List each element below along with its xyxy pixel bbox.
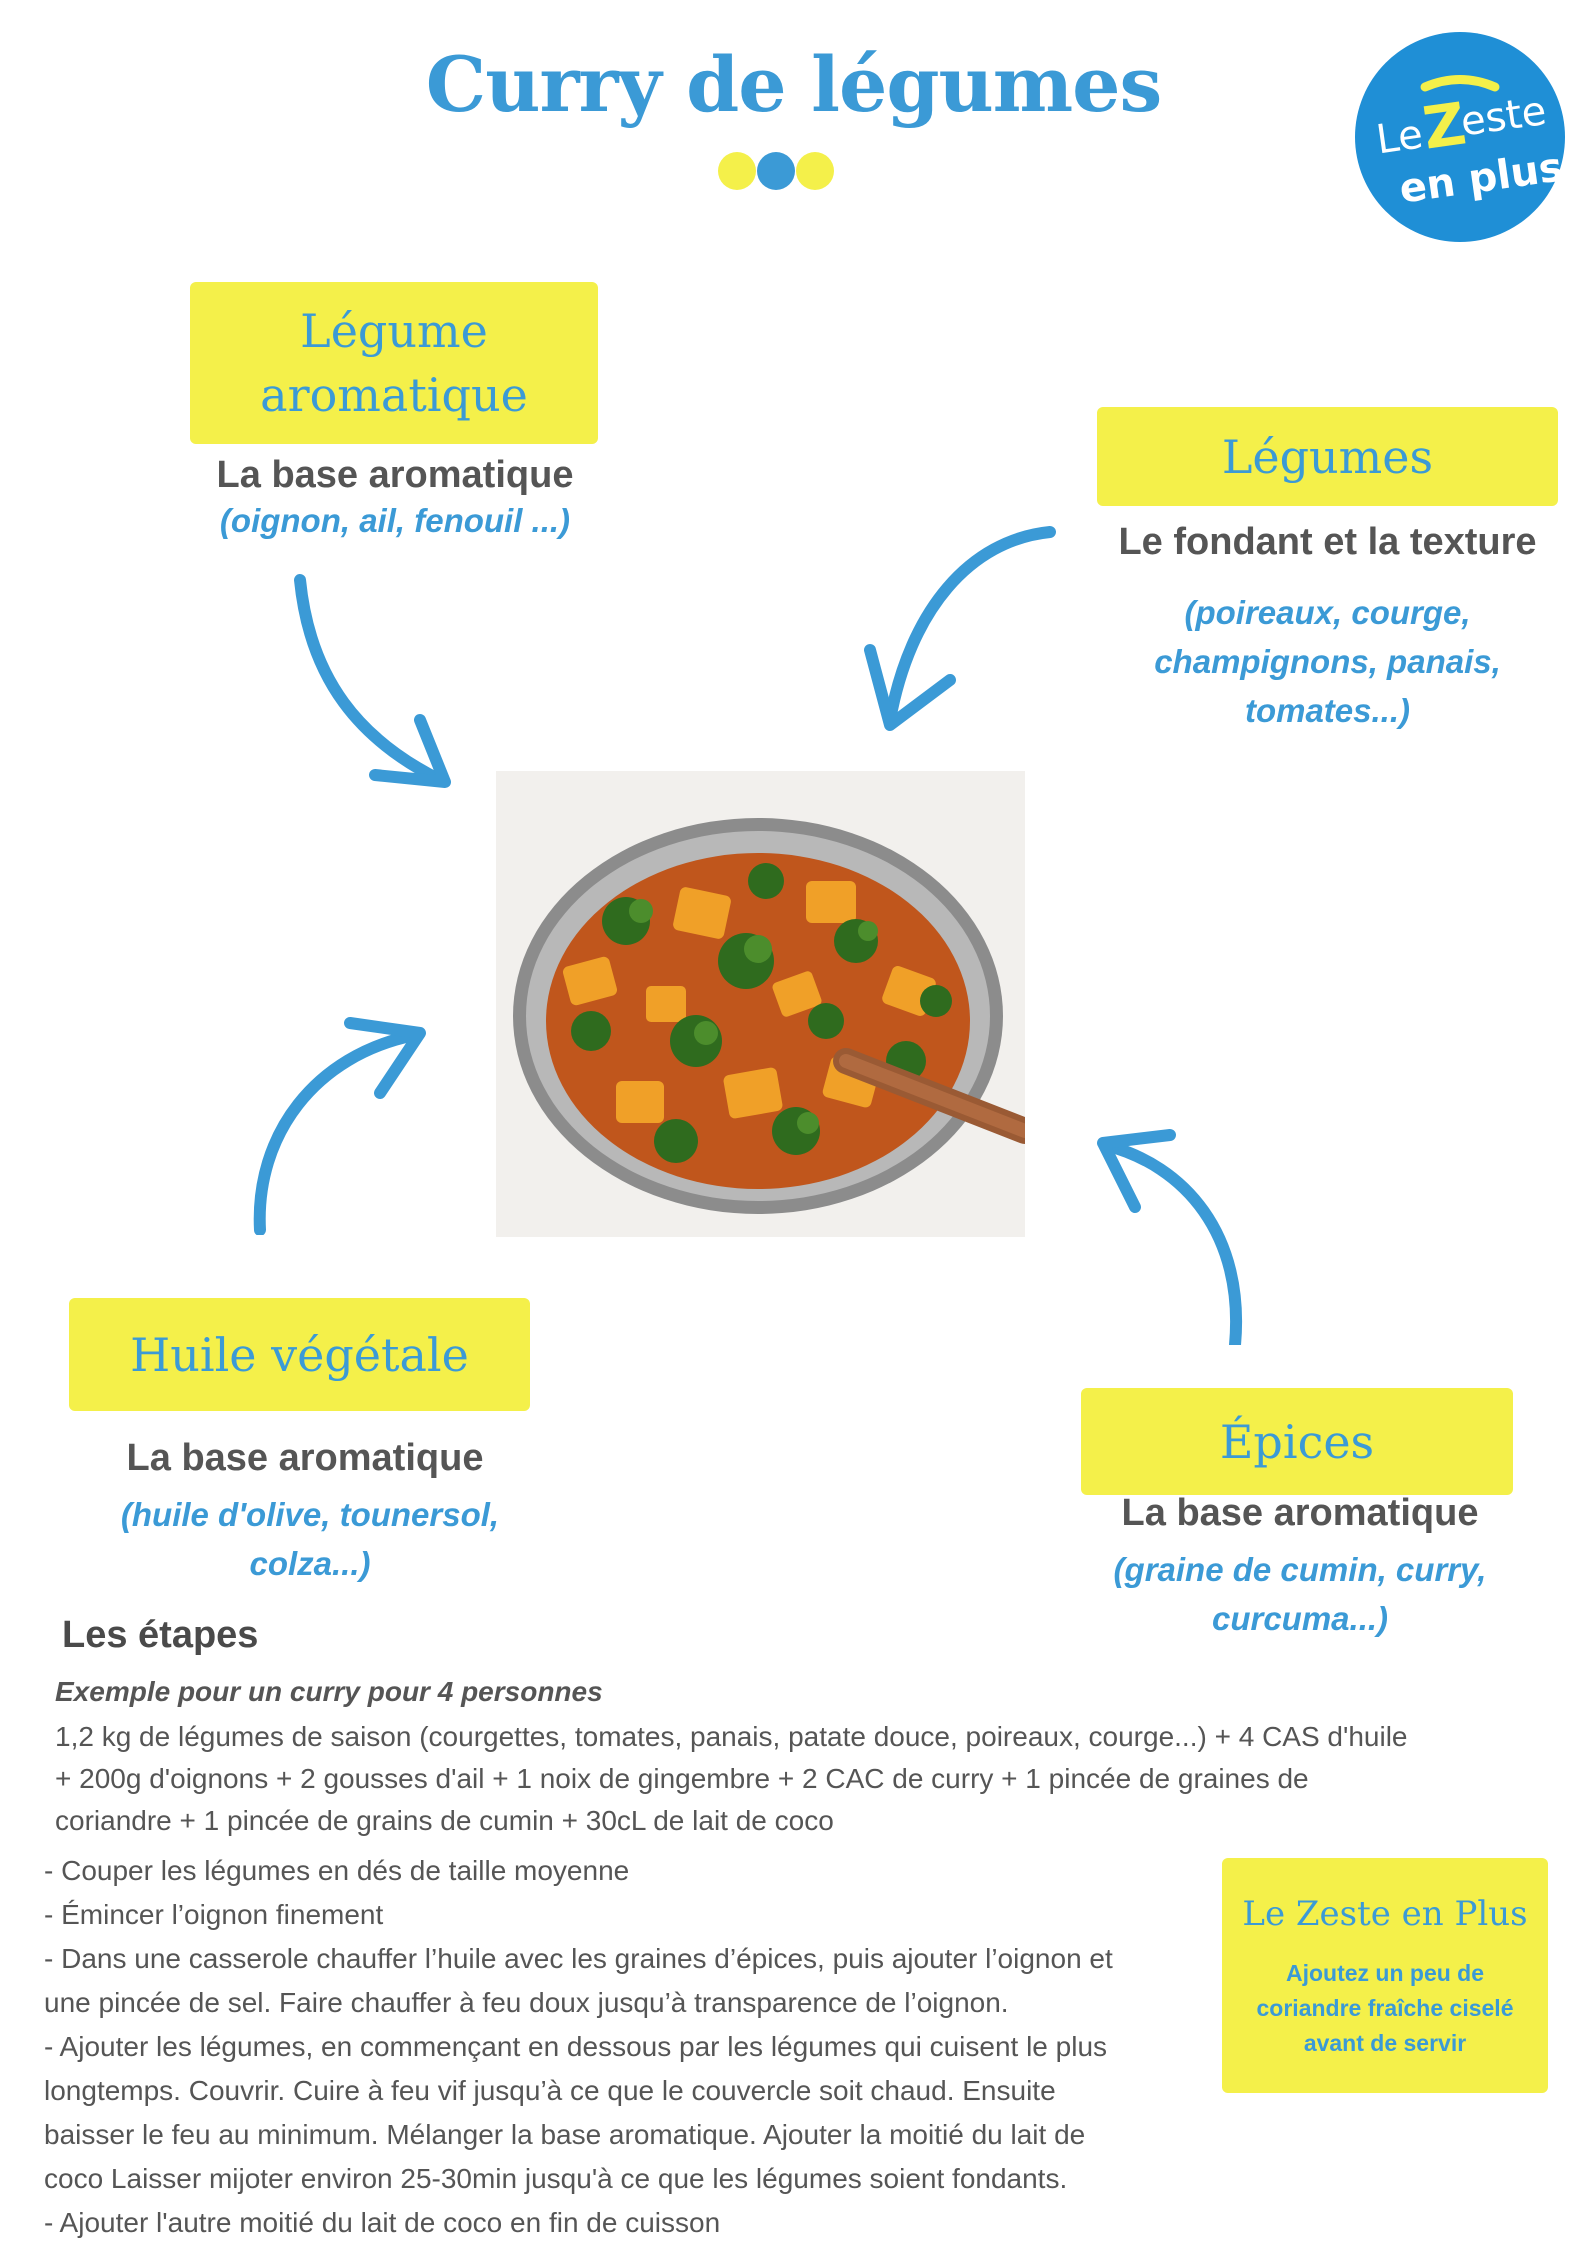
vegetables-label-box: Légumes [1097, 407, 1558, 506]
aromatic-label-line2: aromatique [260, 368, 528, 422]
oil-label-box: Huile végétale [69, 1298, 530, 1411]
arrow-down-left-icon [860, 520, 1060, 740]
step-line: - Dans une casserole chauffer l’huile avec les graines d’épices, puis ajouter l’oignon et [44, 1943, 1113, 1974]
aromatic-subtitle: La base aromatique [216, 454, 574, 496]
spices-subtitle: La base aromatique [1121, 1492, 1479, 1534]
spices-examples-line: (graine de cumin, curry, [1113, 1551, 1487, 1588]
ingredients-line: 1,2 kg de légumes de saison (courgettes, tomates, panais, patate douce, poireaux, courge...) + 4 CAS d'huile [55, 1721, 1408, 1752]
steps-list [44, 1849, 1184, 2245]
step-line: - Ajouter l'autre moitié du lait de coco en fin de cuisson [44, 2207, 721, 2238]
tip-line: Ajoutez un peu de [1285, 1960, 1485, 1986]
vegetables-examples-line: tomates...) [1244, 692, 1411, 729]
vegetables-examples [1060, 588, 1587, 735]
arrow-down-right-icon [280, 570, 480, 790]
vegetables-examples-line: (poireaux, courge, [1184, 594, 1471, 631]
step-line: - Ajouter les légumes, en commençant en dessous par les légumes qui cuisent le plus [44, 2031, 1108, 2062]
brand-logo [1355, 32, 1565, 242]
spices-label-box: Épices [1081, 1388, 1513, 1495]
example-title: Exemple pour un curry pour 4 personnes [55, 1676, 603, 1707]
decor-dot-left [718, 152, 756, 190]
oil-examples-line: colza...) [249, 1545, 371, 1582]
logo-text-en-plus: en plus [1396, 144, 1565, 213]
tip-text [1222, 1956, 1548, 2061]
tip-line: avant de servir [1303, 2030, 1467, 2056]
oil-subtitle: La base aromatique [126, 1437, 484, 1479]
arrow-up-right-icon [235, 1015, 435, 1235]
aromatic-examples-line: (oignon, ail, fenouil ...) [219, 502, 571, 539]
tip-line: coriandre fraîche ciselé [1256, 1995, 1514, 2021]
logo-mark: Z [1418, 89, 1470, 163]
curry-photo [496, 771, 1025, 1237]
logo-text-le: Le [1373, 111, 1426, 164]
tip-title: Le Zeste en Plus [1242, 1894, 1528, 1934]
oil-examples [40, 1490, 580, 1588]
step-line: - Émincer l’oignon finement [44, 1899, 384, 1930]
ingredients-line: + 200g d'oignons + 2 gousses d'ail + 1 noix de gingembre + 2 CAC de curry + 1 pincée de graines de [55, 1763, 1309, 1794]
step-line: une pincée de sel. Faire chauffer à feu doux jusqu’à transparence de l’oignon. [44, 1987, 1009, 2018]
aromatic-label-box [190, 282, 598, 444]
steps-title: Les étapes [62, 1614, 259, 1656]
logo-text-este: este [1457, 88, 1550, 146]
spices-examples [1040, 1545, 1560, 1643]
step-line: baisser le feu au minimum. Mélanger la base aromatique. Ajouter la moitié du lait de [44, 2119, 1086, 2150]
step-line: coco Laisser mijoter environ 25-30min jusqu'à ce que les légumes soient fondants. [44, 2163, 1068, 2194]
oil-examples-line: (huile d'olive, tounersol, [120, 1496, 500, 1533]
vegetables-subtitle: Le fondant et la texture [1118, 521, 1537, 563]
arrow-up-left-icon [1095, 1125, 1295, 1345]
aromatic-examples [160, 496, 630, 545]
spices-examples-line: curcuma...) [1211, 1600, 1389, 1637]
aromatic-label-line1: Légume [300, 304, 488, 358]
decor-dot-center [757, 152, 795, 190]
page-title: Curry de légumes [425, 40, 1162, 129]
vegetables-examples-line: champignons, panais, [1154, 643, 1501, 680]
ingredients-list [55, 1716, 1505, 1842]
tip-box [1222, 1858, 1548, 2093]
ingredients-line: coriandre + 1 pincée de grains de cumin + 30cL de lait de coco [55, 1805, 834, 1836]
step-line: - Couper les légumes en dés de taille moyenne [44, 1855, 630, 1886]
step-line: longtemps. Couvrir. Cuire à feu vif jusqu’à ce que le couvercle soit chaud. Ensuite [44, 2075, 1056, 2106]
decor-dot-right [796, 152, 834, 190]
